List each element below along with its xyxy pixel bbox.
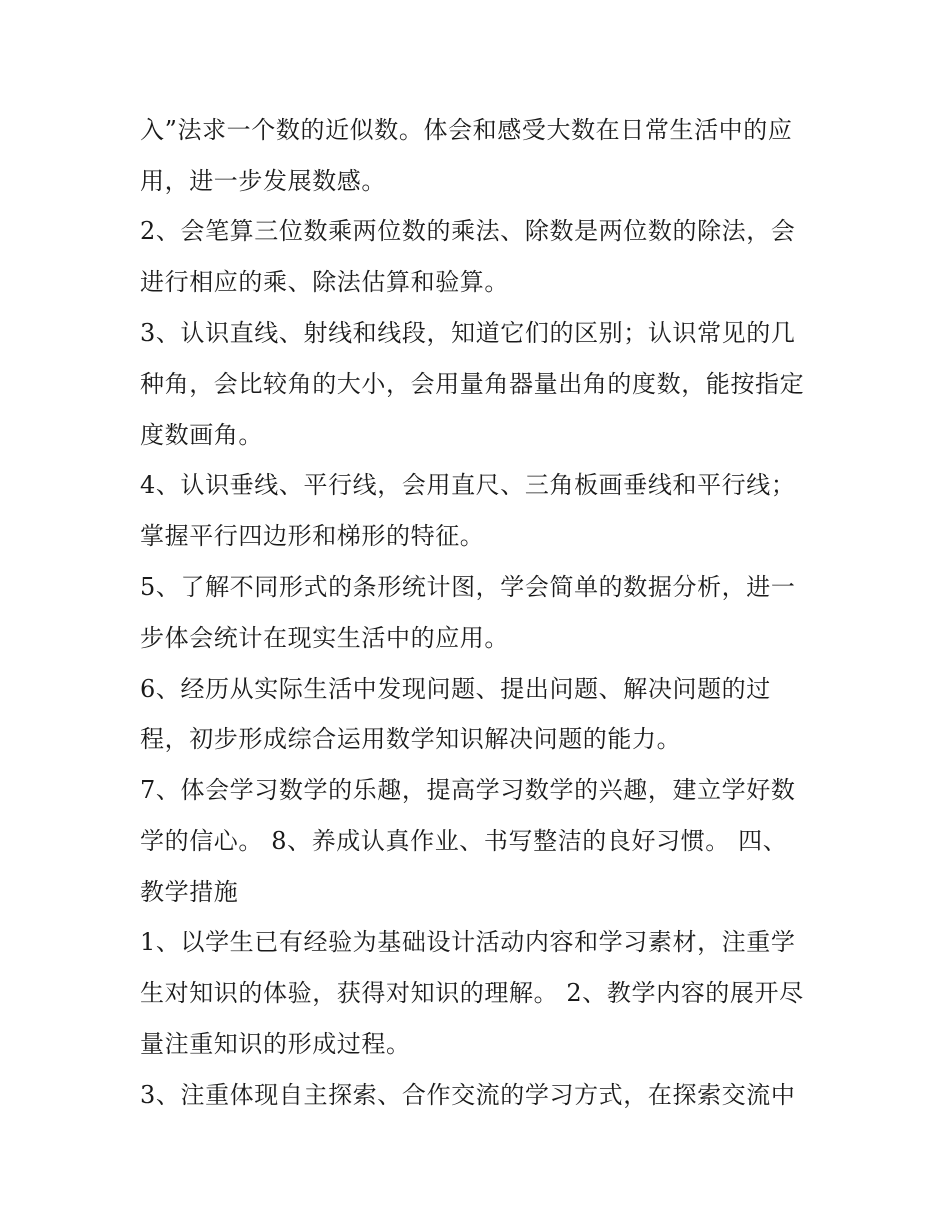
text-line: 用，进一步发展数感。 [140, 167, 386, 195]
text-line: 7、体会学习数学的乐趣，提高学习数学的兴趣，建立学好数 [140, 776, 796, 804]
text-line: 掌握平行四边形和梯形的特征。 [140, 522, 485, 550]
text-line: 入”法求一个数的近似数。体会和感受大数在日常生活中的应 [140, 116, 793, 144]
text-line: 量注重知识的形成过程。 [140, 1030, 411, 1058]
text-line: 学的信心。 8、养成认真作业、书写整洁的良好习惯。 四、 [140, 827, 788, 855]
text-line: 6、经历从实际生活中发现问题、提出问题、解决问题的过 [140, 675, 771, 703]
text-line: 程，初步形成综合运用数学知识解决问题的能力。 [140, 725, 682, 753]
text-line: 进行相应的乘、除法估算和验算。 [140, 268, 509, 296]
text-line: 1、以学生已有经验为基础设计活动内容和学习素材，注重学 [140, 928, 796, 956]
text-line: 2、会笔算三位数乘两位数的乘法、除数是两位数的除法，会 [140, 217, 796, 245]
text-line: 3、认识直线、射线和线段，知道它们的区别；认识常见的几 [140, 319, 796, 347]
section-heading: 教学措施 [140, 878, 239, 906]
text-line: 5、了解不同形式的条形统计图，学会简单的数据分析，进一 [140, 573, 796, 601]
text-line: 生对知识的体验，获得对知识的理解。 2、教学内容的展开尽 [140, 979, 804, 1007]
text-line: 3、注重体现自主探索、合作交流的学习方式，在探索交流中 [140, 1081, 796, 1109]
text-line: 4、认识垂线、平行线，会用直尺、三角板画垂线和平行线； [140, 471, 796, 499]
text-line: 度数画角。 [140, 421, 263, 449]
text-line: 步体会统计在现实生活中的应用。 [140, 624, 509, 652]
text-line: 种角，会比较角的大小，会用量角器量出角的度数，能按指定 [140, 370, 805, 398]
